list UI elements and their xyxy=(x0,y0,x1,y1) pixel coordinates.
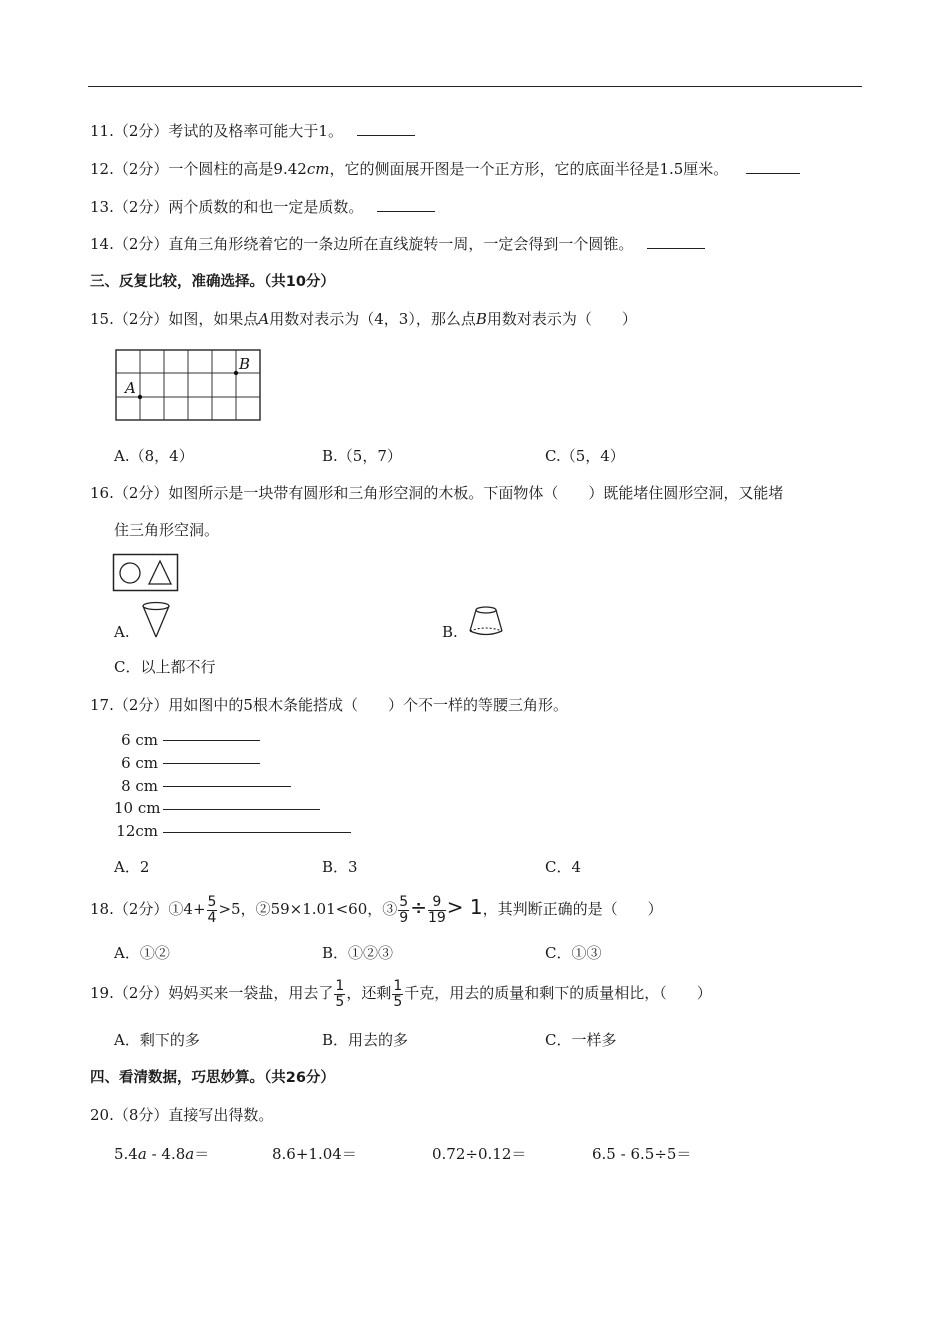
question-text: 千克，用去的质量和剩下的质量相比，（ ） xyxy=(404,984,712,1002)
fraction: $\frac{5}{4}$ xyxy=(207,893,217,926)
stick-3 xyxy=(163,786,291,787)
coordinate-grid xyxy=(114,348,266,424)
question-number: 18.（2分） xyxy=(90,900,169,918)
option-c[interactable]: C．一样多 xyxy=(545,1031,617,1049)
stick-label-5: 12cm xyxy=(116,822,158,840)
fraction: $\frac{1}{5}$ xyxy=(393,977,403,1010)
question-text: ，还剩 xyxy=(346,984,392,1002)
option-b[interactable]: B．3 xyxy=(322,858,358,876)
point-b-dot xyxy=(234,371,238,375)
question-16-line2: 住三角形空洞。 xyxy=(114,521,220,539)
stick-label-1: 6 cm xyxy=(121,731,158,749)
question-number: 16.（2分） xyxy=(90,484,169,502)
question-text: ，它的侧面展开图是一个正方形，它的底面半径是1.5厘米。 xyxy=(329,160,729,178)
header-rule xyxy=(88,86,862,87)
point-b-label: B xyxy=(475,310,487,328)
question-text: 如图所示是一块带有圆形和三角形空洞的木板。下面物体（ ）既能堵住圆形空洞，又能堵 xyxy=(168,484,784,502)
cone-shape-icon[interactable] xyxy=(140,601,174,641)
stick-label-2: 6 cm xyxy=(121,754,158,772)
point-a-dot xyxy=(138,395,142,399)
triangle-hole xyxy=(149,561,171,584)
option-b[interactable]: B．①②③ xyxy=(322,944,394,962)
question-number: 20.（8分） xyxy=(90,1106,169,1124)
option-a[interactable]: A．剩下的多 xyxy=(114,1031,200,1049)
answer-blank[interactable] xyxy=(377,197,435,212)
option-b-label[interactable]: B. xyxy=(442,623,458,641)
question-17 xyxy=(90,695,568,715)
circle-hole xyxy=(120,563,140,583)
question-text: 用如图中的5根木条能搭成（ ）个不一样的等腰三角形。 xyxy=(168,696,568,714)
question-text: 两个质数的和也一定是质数。 xyxy=(168,198,364,216)
option-c[interactable]: C．①③ xyxy=(545,944,602,962)
question-number: 19.（2分） xyxy=(90,984,169,1002)
option-b[interactable]: B．用去的多 xyxy=(322,1031,409,1049)
expr-part: ①4+ xyxy=(168,900,206,918)
question-number: 15.（2分） xyxy=(90,310,169,328)
section-4-heading: 四、看清数据，巧思妙算。（共26分） xyxy=(90,1070,335,1086)
question-text: 如图，如果点 xyxy=(168,310,259,328)
stick-label-3: 8 cm xyxy=(121,777,158,795)
option-a[interactable]: A.（8，4） xyxy=(114,447,194,465)
option-c[interactable]: C．以上都不行 xyxy=(114,658,216,676)
grid-label-a: A xyxy=(125,379,136,397)
question-text: 用数对表示为（4，3），那么点 xyxy=(269,310,476,328)
greater-than-one: > 1 xyxy=(446,895,483,919)
question-11 xyxy=(90,121,415,141)
stick-4 xyxy=(163,809,320,810)
question-text: ，其判断正确的是（ ） xyxy=(482,900,663,918)
calc-expression-3: 0.72÷0.12＝ xyxy=(432,1145,527,1163)
calc-expression-2: 8.6+1.04＝ xyxy=(272,1145,357,1163)
question-12 xyxy=(90,159,800,179)
question-text: 直接写出得数。 xyxy=(168,1106,274,1124)
grid-label-b: B xyxy=(239,355,251,373)
stick-5 xyxy=(163,832,351,833)
option-b[interactable]: B.（5，7） xyxy=(322,447,402,465)
stick-label-4: 10 cm xyxy=(114,799,161,817)
question-13 xyxy=(90,197,435,217)
question-text: 考试的及格率可能大于1。 xyxy=(168,122,343,140)
option-a[interactable]: A．①② xyxy=(114,944,170,962)
question-number: 17.（2分） xyxy=(90,696,169,714)
question-text: 一个圆柱的高是9.42 xyxy=(168,160,307,178)
question-16 xyxy=(90,483,783,503)
option-c[interactable]: C．4 xyxy=(545,858,582,876)
unit-cm: cm xyxy=(306,160,330,178)
question-text: 直角三角形绕着它的一条边所在直线旋转一周，一定会得到一个圆锥。 xyxy=(168,235,634,253)
option-a-label[interactable]: A. xyxy=(114,623,130,641)
section-3-heading: 三、反复比较，准确选择。（共10分） xyxy=(90,274,335,290)
point-a-label: A xyxy=(258,310,270,328)
question-number: 11.（2分） xyxy=(90,122,169,140)
frustum-shape-icon[interactable] xyxy=(466,604,506,638)
question-number: 12.（2分） xyxy=(90,160,169,178)
divide-sign: ÷ xyxy=(410,895,427,919)
answer-blank[interactable] xyxy=(746,159,800,174)
option-a[interactable]: A．2 xyxy=(114,858,150,876)
question-15 xyxy=(90,309,637,329)
answer-blank[interactable] xyxy=(357,121,415,136)
option-c[interactable]: C.（5，4） xyxy=(545,447,625,465)
fraction: $\frac{1}{5}$ xyxy=(335,977,345,1010)
question-number: 14.（2分） xyxy=(90,235,169,253)
fraction: $\frac{5}{9}$ xyxy=(399,893,409,926)
expr-part: >5，②59×1.01<60，③ xyxy=(218,900,398,918)
question-20 xyxy=(90,1105,273,1125)
question-text: 用数对表示为（ ） xyxy=(486,310,637,328)
calc-expression-4: 6.5 - 6.5÷5＝ xyxy=(592,1145,692,1163)
stick-1 xyxy=(163,740,260,741)
question-18 xyxy=(90,890,663,926)
question-19 xyxy=(90,976,712,1010)
calc-expression-1: 5.4a - 4.8a＝ xyxy=(114,1145,210,1163)
question-14 xyxy=(90,234,705,254)
question-number: 13.（2分） xyxy=(90,198,169,216)
answer-blank[interactable] xyxy=(647,234,705,249)
stick-2 xyxy=(163,763,260,764)
board-with-holes xyxy=(112,553,180,593)
fraction: $\frac{9}{19}$ xyxy=(427,893,446,926)
question-text: 妈妈买来一袋盐，用去了 xyxy=(168,984,334,1002)
